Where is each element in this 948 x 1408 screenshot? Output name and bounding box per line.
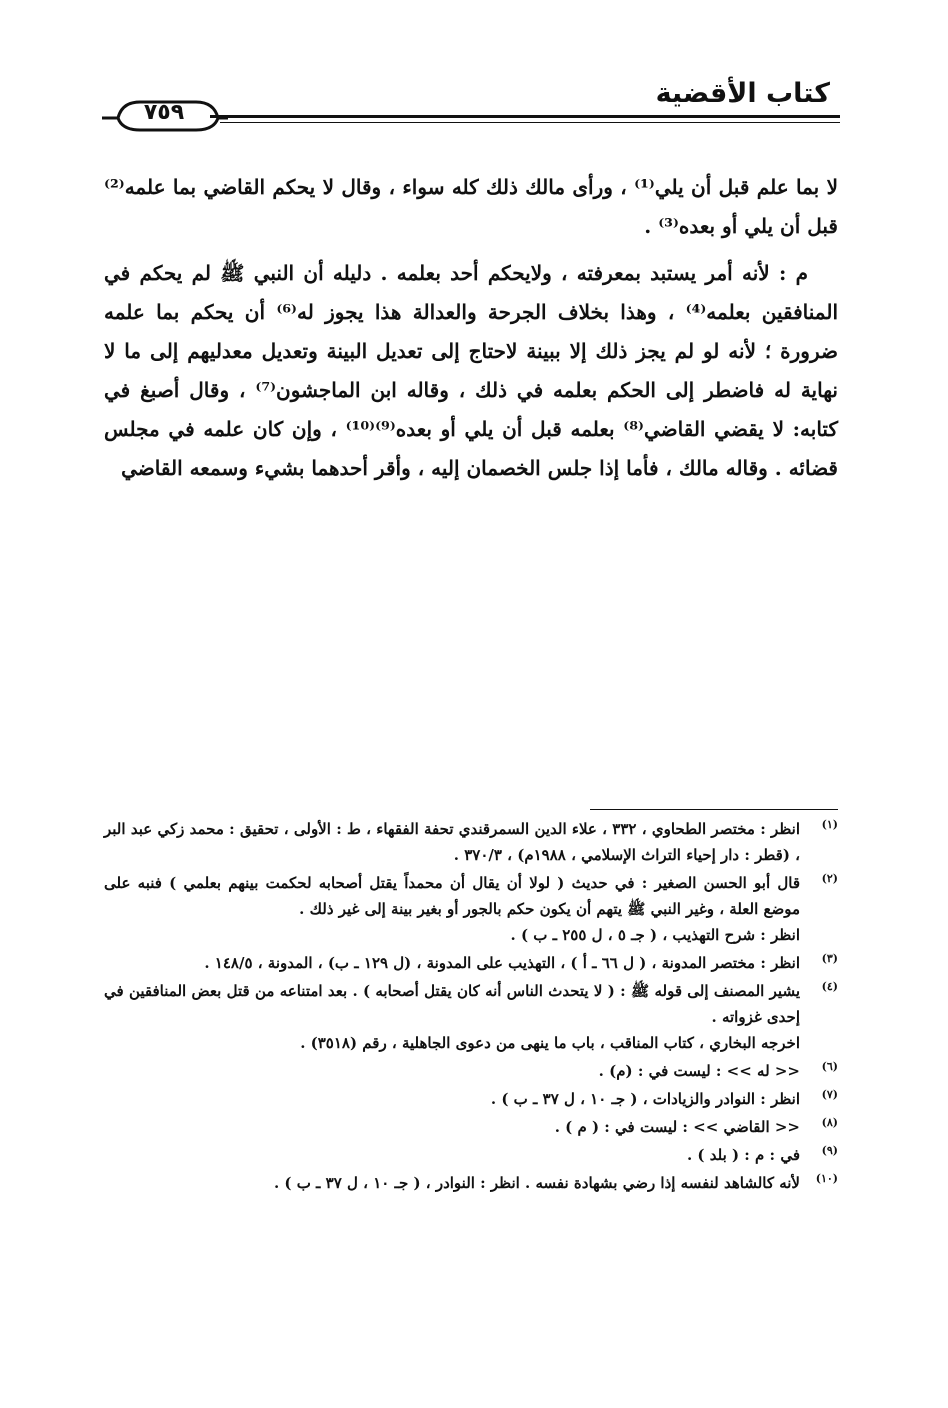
footnote-6 bbox=[104, 1058, 838, 1084]
footnote-text: انظر : مختصر المدونة ، ( ل ٦٦ ـ أ ) ، التهذيب على المدونة ، (ل ١٢٩ ـ ب) ، المدونة ، ١٤٨/٥ . bbox=[204, 954, 800, 972]
footnote-text: قال أبو الحسن الصغير : في حديث ( لولا أن يقال أن محمداً يقتل أصحابه لحكمت بينهم بعلمي ) فنبه على موضع العلة ، وغير النبي ﷺ يتهم أن يكون حكم بالجور أو بغير بينة إلى غير ذلك . bbox=[104, 874, 800, 918]
footnote-7 bbox=[104, 1086, 838, 1112]
footnote-text: في : م : ( بلد ) . bbox=[686, 1146, 800, 1164]
page-header bbox=[100, 72, 840, 132]
footnote-separator bbox=[590, 809, 838, 810]
footnote-text: << القاضي >> : ليست في : ( م ) . bbox=[554, 1118, 800, 1136]
footnote-8 bbox=[104, 1114, 838, 1140]
footnote-text: يشير المصنف إلى قوله ﷺ : ( لا يتحدث الناس أنه كان يقتل أصحابه ) . بعد امتناعه من قتل بعض المنافقين في إحدى غزواته . bbox=[104, 982, 800, 1026]
footnote-10 bbox=[104, 1170, 838, 1196]
footnote-mark: (٤) bbox=[821, 980, 838, 993]
footnote-4 bbox=[104, 978, 838, 1056]
footnote-mark: (٦) bbox=[821, 1060, 838, 1073]
page-number-badge bbox=[100, 98, 228, 132]
body-paragraph-2: م : لأنه أمر يستبد بمعرفته ، ولايحكم أحد بعلمه . دليله أن النبي ﷺ لم يحكم في المنافقين بعلمه⁽⁴⁾ ، وهذا بخلاف الجرحة والعدالة هذا يجوز له⁽⁶⁾ أن يحكم بما علمه ضرورة ؛ لأنه لو لم يجز ذلك إلا ببينة لاحتاج إلى تعديل البينة وتعديل معدليهم إلى ما لا نهاية له فاضطر إلى الحكم بعلمه في ذلك ، وقاله ابن الماجشون⁽⁷⁾ ، وقال أصبغ في كتابه: لا يقضي القاضي⁽⁸⁾ بعلمه قبل أن يلي أو بعده⁽⁹⁾⁽¹⁰⁾ ، وإن كان علمه في مجلس قضائه . وقاله مالك ، فأما إذا جلس الخصمان إليه ، وأقر أحدهما بشيء وسمعه القاضي bbox=[104, 261, 838, 480]
footnote-1 bbox=[104, 816, 838, 868]
footnote-text: اخرجه البخاري ، كتاب المناقب ، باب ما ينهى من دعوى الجاهلية ، رقم (٣٥١٨) . bbox=[300, 1034, 800, 1052]
footnote-mark: (٢) bbox=[821, 872, 838, 885]
footnote-9 bbox=[104, 1142, 838, 1168]
footnote-mark: (٣) bbox=[821, 952, 838, 965]
footnote-text: << له >> : ليست في : (م) . bbox=[598, 1062, 800, 1080]
footnote-mark: (٨) bbox=[821, 1116, 838, 1129]
footnote-3 bbox=[104, 950, 838, 976]
book-title: كتاب الأقضية bbox=[655, 78, 830, 109]
footnote-2 bbox=[104, 870, 838, 948]
header-rule bbox=[210, 115, 840, 118]
body-paragraph-1: لا بما علم قبل أن يلي⁽¹⁾ ، ورأى مالك ذلك كله سواء ، وقال لا يحكم القاضي بما علمه⁽²⁾ قبل أن يلي أو بعده⁽³⁾ . bbox=[104, 175, 839, 238]
footnote-mark: (١) bbox=[821, 818, 838, 831]
page-number: ٧٥٩ bbox=[143, 100, 185, 125]
footnote-mark: (١٠) bbox=[815, 1172, 838, 1185]
footnote-text: لأنه كالشاهد لنفسه إذا رضي بشهادة نفسه . انظر : النوادر ، ( جـ ١٠ ، ل ٣٧ ـ ب ) . bbox=[273, 1174, 800, 1192]
footnote-mark: (٧) bbox=[821, 1088, 838, 1101]
header-rule-thin bbox=[220, 122, 840, 123]
footnotes bbox=[104, 816, 838, 1198]
footnote-text: انظر : مختصر الطحاوي ، ٣٣٢ ، علاء الدين السمرقندي تحفة الفقهاء ، ط : الأولى ، تحقيق : محمد زكي عبد البر ، (قطر : دار إحياء التراث الإسلامي ، ١٩٨٨م) ، ٣٧٠/٣ . bbox=[104, 820, 800, 864]
main-text bbox=[104, 168, 838, 496]
footnote-text: انظر : شرح التهذيب ، ( جـ ٥ ، ل ٢٥٥ ـ ب ) . bbox=[510, 926, 800, 944]
footnote-text: انظر : النوادر والزيادات ، ( جـ ١٠ ، ل ٣٧ ـ ب ) . bbox=[490, 1090, 800, 1108]
footnote-mark: (٩) bbox=[821, 1144, 838, 1157]
